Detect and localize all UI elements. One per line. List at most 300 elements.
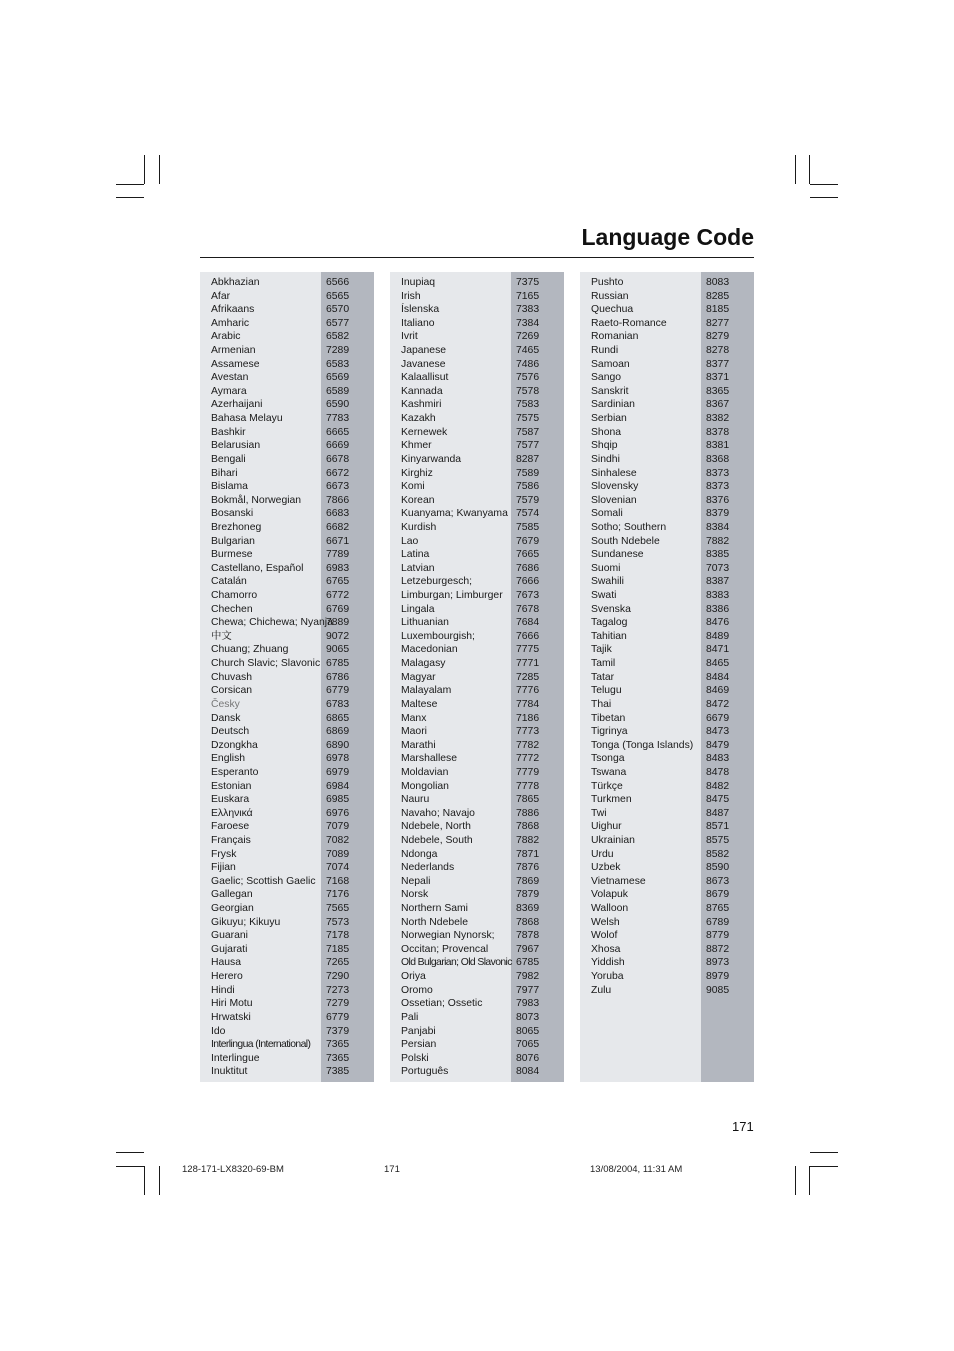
language-code: 7865 bbox=[516, 794, 540, 806]
language-code: 7365 bbox=[326, 1052, 350, 1064]
language-row bbox=[390, 820, 564, 834]
language-name: Javanese bbox=[401, 358, 446, 370]
language-name: Swahili bbox=[591, 576, 624, 588]
language-code: 7868 bbox=[516, 916, 540, 928]
language-row bbox=[390, 671, 564, 685]
language-code: 7074 bbox=[326, 862, 350, 874]
language-code: 8469 bbox=[706, 685, 730, 697]
language-code: 7678 bbox=[516, 603, 540, 615]
language-name: Bislama bbox=[211, 481, 248, 493]
language-code: 7776 bbox=[516, 685, 540, 697]
language-code: 7889 bbox=[326, 617, 350, 629]
language-name: Slovenian bbox=[591, 494, 637, 506]
language-code: 8373 bbox=[706, 481, 730, 493]
language-code: 8475 bbox=[706, 794, 730, 806]
language-code: 6983 bbox=[326, 562, 350, 574]
language-row bbox=[390, 371, 564, 385]
language-name: Macedonian bbox=[401, 644, 458, 656]
language-code: 8472 bbox=[706, 698, 730, 710]
language-name: Uzbek bbox=[591, 862, 621, 874]
language-rows bbox=[390, 276, 564, 1079]
language-code: 8476 bbox=[706, 617, 730, 629]
language-row bbox=[200, 589, 374, 603]
language-code: 7586 bbox=[516, 481, 540, 493]
language-name: Tigrinya bbox=[591, 726, 628, 738]
language-name: Norsk bbox=[401, 889, 429, 901]
language-row bbox=[580, 412, 754, 426]
language-name: Nederlands bbox=[401, 862, 455, 874]
language-name: Navaho; Navajo bbox=[401, 807, 475, 819]
language-row bbox=[390, 589, 564, 603]
language-row bbox=[390, 1052, 564, 1066]
language-row bbox=[580, 820, 754, 834]
language-code: 7575 bbox=[516, 413, 540, 425]
language-name: Česky bbox=[211, 698, 240, 710]
language-code: 8979 bbox=[706, 971, 730, 983]
language-code: 7665 bbox=[516, 549, 540, 561]
language-code: 7977 bbox=[516, 984, 540, 996]
language-name: Ndonga bbox=[401, 848, 438, 860]
language-row bbox=[200, 793, 374, 807]
language-row bbox=[200, 848, 374, 862]
language-name: Kirghiz bbox=[401, 467, 433, 479]
language-name: Avestan bbox=[211, 372, 249, 384]
language-name: Dzongkha bbox=[211, 739, 258, 751]
language-name: Turkmen bbox=[591, 794, 632, 806]
language-row bbox=[200, 507, 374, 521]
language-code: 6582 bbox=[326, 331, 350, 343]
language-name: Gikuyu; Kikuyu bbox=[211, 916, 281, 928]
language-name: Lao bbox=[401, 535, 419, 547]
language-row bbox=[580, 698, 754, 712]
language-code: 7273 bbox=[326, 984, 350, 996]
language-code: 7868 bbox=[516, 821, 540, 833]
crop-mark bbox=[810, 1152, 838, 1153]
language-row bbox=[390, 834, 564, 848]
language-code: 6682 bbox=[326, 521, 350, 533]
language-name: Somali bbox=[591, 508, 623, 520]
language-row bbox=[580, 657, 754, 671]
language-code: 7869 bbox=[516, 875, 540, 887]
language-row bbox=[200, 739, 374, 753]
language-code: 7486 bbox=[516, 358, 540, 370]
language-row bbox=[390, 303, 564, 317]
language-code: 6577 bbox=[326, 317, 350, 329]
language-code: 8076 bbox=[516, 1052, 540, 1064]
language-name: Occitan; Provencal bbox=[401, 943, 489, 955]
language-name: Bulgarian bbox=[211, 535, 255, 547]
language-name: Frysk bbox=[211, 848, 237, 860]
language-row bbox=[580, 616, 754, 630]
language-row bbox=[200, 834, 374, 848]
language-name: English bbox=[211, 753, 246, 765]
language-code: 7379 bbox=[326, 1025, 350, 1037]
language-name: Sindhi bbox=[591, 453, 620, 465]
crop-mark bbox=[810, 184, 838, 185]
language-code: 7871 bbox=[516, 848, 540, 860]
language-name: Gaelic; Scottish Gaelic bbox=[211, 875, 316, 887]
language-name: Manx bbox=[401, 712, 427, 724]
language-code: 7383 bbox=[516, 304, 540, 316]
language-name: Tajik bbox=[591, 644, 612, 656]
language-code: 7666 bbox=[516, 630, 540, 642]
language-name: Samoan bbox=[591, 358, 630, 370]
language-row bbox=[390, 807, 564, 821]
language-row bbox=[390, 535, 564, 549]
language-row bbox=[200, 875, 374, 889]
language-row bbox=[390, 562, 564, 576]
language-row bbox=[200, 290, 374, 304]
language-name: Japanese bbox=[401, 345, 447, 357]
language-row bbox=[200, 385, 374, 399]
language-row bbox=[390, 752, 564, 766]
language-name: Italiano bbox=[401, 317, 435, 329]
language-code: 8765 bbox=[706, 903, 730, 915]
language-code: 8387 bbox=[706, 576, 730, 588]
language-code: 8779 bbox=[706, 930, 730, 942]
language-row bbox=[580, 439, 754, 453]
language-name: Burmese bbox=[211, 549, 253, 561]
language-name: Hiri Motu bbox=[211, 998, 253, 1010]
language-row bbox=[390, 317, 564, 331]
language-name: Tsonga bbox=[591, 753, 625, 765]
language-code: 7279 bbox=[326, 998, 350, 1010]
language-row bbox=[580, 548, 754, 562]
language-code: 7565 bbox=[326, 903, 350, 915]
language-code: 7176 bbox=[326, 889, 350, 901]
language-row bbox=[580, 984, 754, 998]
language-code: 8673 bbox=[706, 875, 730, 887]
language-row bbox=[580, 725, 754, 739]
language-name: Serbian bbox=[591, 413, 627, 425]
language-code: 8383 bbox=[706, 590, 730, 602]
language-name: Latvian bbox=[401, 562, 435, 574]
language-row bbox=[580, 780, 754, 794]
language-code: 7290 bbox=[326, 971, 350, 983]
language-code: 8385 bbox=[706, 549, 730, 561]
language-row bbox=[390, 1011, 564, 1025]
language-name: Türkçe bbox=[591, 780, 623, 792]
language-row bbox=[200, 616, 374, 630]
language-code: 8973 bbox=[706, 957, 730, 969]
language-code: 6985 bbox=[326, 794, 350, 806]
language-row bbox=[580, 303, 754, 317]
language-code: 8381 bbox=[706, 440, 730, 452]
language-row bbox=[390, 521, 564, 535]
language-row bbox=[390, 684, 564, 698]
language-row bbox=[390, 698, 564, 712]
language-name: Kinyarwanda bbox=[401, 453, 462, 465]
crop-mark bbox=[116, 1152, 144, 1153]
footer-page: 171 bbox=[384, 1164, 400, 1175]
language-name: Kurdish bbox=[401, 521, 437, 533]
language-code: 8371 bbox=[706, 372, 730, 384]
page-title: Language Code bbox=[581, 224, 754, 250]
language-name: Deutsch bbox=[211, 726, 250, 738]
language-code: 7073 bbox=[706, 562, 730, 574]
language-code: 9085 bbox=[706, 984, 730, 996]
language-row bbox=[580, 956, 754, 970]
language-name: Shqip bbox=[591, 440, 618, 452]
language-row bbox=[580, 603, 754, 617]
language-name: Tibetan bbox=[591, 712, 626, 724]
language-code: 6786 bbox=[326, 671, 350, 683]
language-row bbox=[580, 888, 754, 902]
language-row bbox=[390, 480, 564, 494]
language-code: 8073 bbox=[516, 1011, 540, 1023]
language-code: 7585 bbox=[516, 521, 540, 533]
language-code: 7983 bbox=[516, 998, 540, 1010]
language-name: Maori bbox=[401, 726, 427, 738]
language-name: Sinhalese bbox=[591, 467, 637, 479]
language-row bbox=[580, 467, 754, 481]
language-row bbox=[580, 521, 754, 535]
language-row bbox=[390, 439, 564, 453]
language-code: 8378 bbox=[706, 426, 730, 438]
language-code: 7771 bbox=[516, 658, 540, 670]
language-row bbox=[200, 358, 374, 372]
language-row bbox=[200, 698, 374, 712]
language-code: 8084 bbox=[516, 1066, 540, 1078]
language-row bbox=[390, 575, 564, 589]
language-row bbox=[580, 385, 754, 399]
language-row bbox=[580, 589, 754, 603]
language-name: Swati bbox=[591, 590, 617, 602]
language-row bbox=[390, 780, 564, 794]
language-row bbox=[580, 575, 754, 589]
language-name: Yoruba bbox=[591, 971, 624, 983]
language-row bbox=[200, 1065, 374, 1079]
language-code: 7089 bbox=[326, 848, 350, 860]
language-row bbox=[580, 875, 754, 889]
crop-mark bbox=[159, 1166, 160, 1195]
language-code: 6785 bbox=[326, 658, 350, 670]
language-row bbox=[200, 671, 374, 685]
language-code: 8065 bbox=[516, 1025, 540, 1037]
language-code: 6583 bbox=[326, 358, 350, 370]
language-name: Ndebele, South bbox=[401, 834, 473, 846]
language-row bbox=[580, 916, 754, 930]
language-row bbox=[390, 603, 564, 617]
language-name: Interlingue bbox=[211, 1052, 260, 1064]
language-row bbox=[200, 752, 374, 766]
language-code: 6869 bbox=[326, 726, 350, 738]
language-name: Afrikaans bbox=[211, 304, 255, 316]
language-row bbox=[200, 1011, 374, 1025]
language-row bbox=[200, 344, 374, 358]
language-name: Chuvash bbox=[211, 671, 253, 683]
language-code: 8368 bbox=[706, 453, 730, 465]
language-code: 7789 bbox=[326, 549, 350, 561]
language-row bbox=[580, 834, 754, 848]
language-name: Khmer bbox=[401, 440, 432, 452]
language-name: Lingala bbox=[401, 603, 435, 615]
language-code: 6779 bbox=[326, 1011, 350, 1023]
language-row bbox=[580, 426, 754, 440]
language-row bbox=[200, 317, 374, 331]
language-name: Inupiaq bbox=[401, 277, 436, 288]
language-code: 7673 bbox=[516, 590, 540, 602]
language-name: Kuanyama; Kwanyama bbox=[401, 508, 508, 520]
language-code: 9065 bbox=[326, 644, 350, 656]
language-name: Ukrainian bbox=[591, 834, 635, 846]
language-name: Marathi bbox=[401, 739, 436, 751]
crop-mark bbox=[144, 155, 145, 184]
language-name: Brezhoneg bbox=[211, 521, 262, 533]
language-code: 6769 bbox=[326, 603, 350, 615]
language-row bbox=[200, 820, 374, 834]
language-code: 7882 bbox=[516, 834, 540, 846]
language-column-3 bbox=[580, 272, 754, 1082]
language-code: 7265 bbox=[326, 957, 350, 969]
language-row bbox=[580, 766, 754, 780]
crop-mark bbox=[116, 184, 144, 185]
language-row bbox=[200, 412, 374, 426]
language-row bbox=[390, 330, 564, 344]
language-row bbox=[200, 276, 374, 290]
language-code: 6671 bbox=[326, 535, 350, 547]
language-row bbox=[200, 303, 374, 317]
language-code: 7886 bbox=[516, 807, 540, 819]
language-name: Lithuanian bbox=[401, 617, 449, 629]
crop-mark bbox=[144, 1166, 145, 1195]
language-row bbox=[580, 643, 754, 657]
language-name: Maltese bbox=[401, 698, 438, 710]
language-name: Oromo bbox=[401, 984, 433, 996]
language-code: 8478 bbox=[706, 766, 730, 778]
language-row bbox=[580, 739, 754, 753]
crop-mark bbox=[116, 1166, 144, 1167]
language-code: 7589 bbox=[516, 467, 540, 479]
language-code: 7783 bbox=[326, 413, 350, 425]
language-row bbox=[200, 575, 374, 589]
language-row bbox=[200, 603, 374, 617]
language-code: 6765 bbox=[326, 576, 350, 588]
language-name: Xhosa bbox=[591, 943, 621, 955]
language-code: 7778 bbox=[516, 780, 540, 792]
language-code: 6665 bbox=[326, 426, 350, 438]
language-code: 7982 bbox=[516, 971, 540, 983]
language-code: 7578 bbox=[516, 385, 540, 397]
language-row bbox=[580, 902, 754, 916]
language-name: Hrwatski bbox=[211, 1011, 251, 1023]
language-name: Latina bbox=[401, 549, 430, 561]
language-name: Ndebele, North bbox=[401, 821, 471, 833]
language-code: 7876 bbox=[516, 862, 540, 874]
language-row bbox=[390, 970, 564, 984]
language-name: Oriya bbox=[401, 971, 426, 983]
language-row bbox=[390, 398, 564, 412]
language-code: 7782 bbox=[516, 739, 540, 751]
language-code: 8471 bbox=[706, 644, 730, 656]
language-name: Sundanese bbox=[591, 549, 644, 561]
language-code: 6569 bbox=[326, 372, 350, 384]
language-name: Walloon bbox=[591, 903, 629, 915]
language-name: Slovensky bbox=[591, 481, 639, 493]
crop-mark bbox=[795, 155, 796, 184]
language-name: Panjabi bbox=[401, 1025, 436, 1037]
language-name: Ossetian; Ossetic bbox=[401, 998, 483, 1010]
language-code: 7384 bbox=[516, 317, 540, 329]
language-name: Malagasy bbox=[401, 658, 446, 670]
title-rule bbox=[200, 257, 754, 258]
language-row bbox=[580, 807, 754, 821]
language-code: 7576 bbox=[516, 372, 540, 384]
footer-timestamp: 13/08/2004, 11:31 AM bbox=[590, 1164, 683, 1175]
language-code: 7185 bbox=[326, 943, 350, 955]
language-name: Zulu bbox=[591, 984, 612, 996]
language-name: Chechen bbox=[211, 603, 253, 615]
language-code: 8384 bbox=[706, 521, 730, 533]
language-code: 6779 bbox=[326, 685, 350, 697]
language-row bbox=[390, 426, 564, 440]
language-code: 7579 bbox=[516, 494, 540, 506]
language-code: 8369 bbox=[516, 903, 540, 915]
language-code: 7583 bbox=[516, 399, 540, 411]
language-row bbox=[200, 494, 374, 508]
language-code: 8483 bbox=[706, 753, 730, 765]
language-code: 8582 bbox=[706, 848, 730, 860]
crop-mark bbox=[809, 155, 810, 184]
language-name: Pushto bbox=[591, 277, 624, 288]
language-name: Castellano, Español bbox=[211, 562, 304, 574]
language-name: Quechua bbox=[591, 304, 634, 316]
language-code: 7773 bbox=[516, 726, 540, 738]
language-code: 6785 bbox=[516, 957, 540, 969]
language-name: Faroese bbox=[211, 821, 250, 833]
language-row bbox=[580, 793, 754, 807]
language-name: Irish bbox=[401, 290, 421, 302]
language-row bbox=[390, 848, 564, 862]
language-name: Azerhaijani bbox=[211, 399, 263, 411]
language-code: 6683 bbox=[326, 508, 350, 520]
language-code: 6672 bbox=[326, 467, 350, 479]
language-name: Rundi bbox=[591, 345, 619, 357]
language-name: Kalaallisut bbox=[401, 372, 449, 384]
language-name: Moldavian bbox=[401, 766, 449, 778]
language-name: Urdu bbox=[591, 848, 614, 860]
language-row bbox=[200, 371, 374, 385]
language-row bbox=[200, 480, 374, 494]
language-name: Romanian bbox=[591, 331, 639, 343]
language-name: Kazakh bbox=[401, 413, 436, 425]
language-name: Bihari bbox=[211, 467, 238, 479]
language-name: Tonga (Tonga Islands) bbox=[591, 739, 694, 751]
language-code: 8373 bbox=[706, 467, 730, 479]
language-row bbox=[200, 997, 374, 1011]
language-code: 7289 bbox=[326, 345, 350, 357]
language-row bbox=[580, 317, 754, 331]
language-code: 9072 bbox=[326, 630, 350, 642]
language-name: Sardinian bbox=[591, 399, 635, 411]
language-name: Korean bbox=[401, 494, 435, 506]
language-name: Raeto-Romance bbox=[591, 317, 667, 329]
language-row bbox=[200, 330, 374, 344]
language-row bbox=[200, 398, 374, 412]
language-row bbox=[200, 684, 374, 698]
language-name: Church Slavic; Slavonic bbox=[211, 658, 321, 670]
language-name: Russian bbox=[591, 290, 629, 302]
language-row bbox=[390, 548, 564, 562]
language-name: Bengali bbox=[211, 453, 246, 465]
language-code: 6590 bbox=[326, 399, 350, 411]
language-code: 6984 bbox=[326, 780, 350, 792]
language-code: 7587 bbox=[516, 426, 540, 438]
language-code: 7269 bbox=[516, 331, 540, 343]
language-column-1 bbox=[200, 272, 374, 1082]
language-row bbox=[390, 929, 564, 943]
language-code: 6589 bbox=[326, 385, 350, 397]
